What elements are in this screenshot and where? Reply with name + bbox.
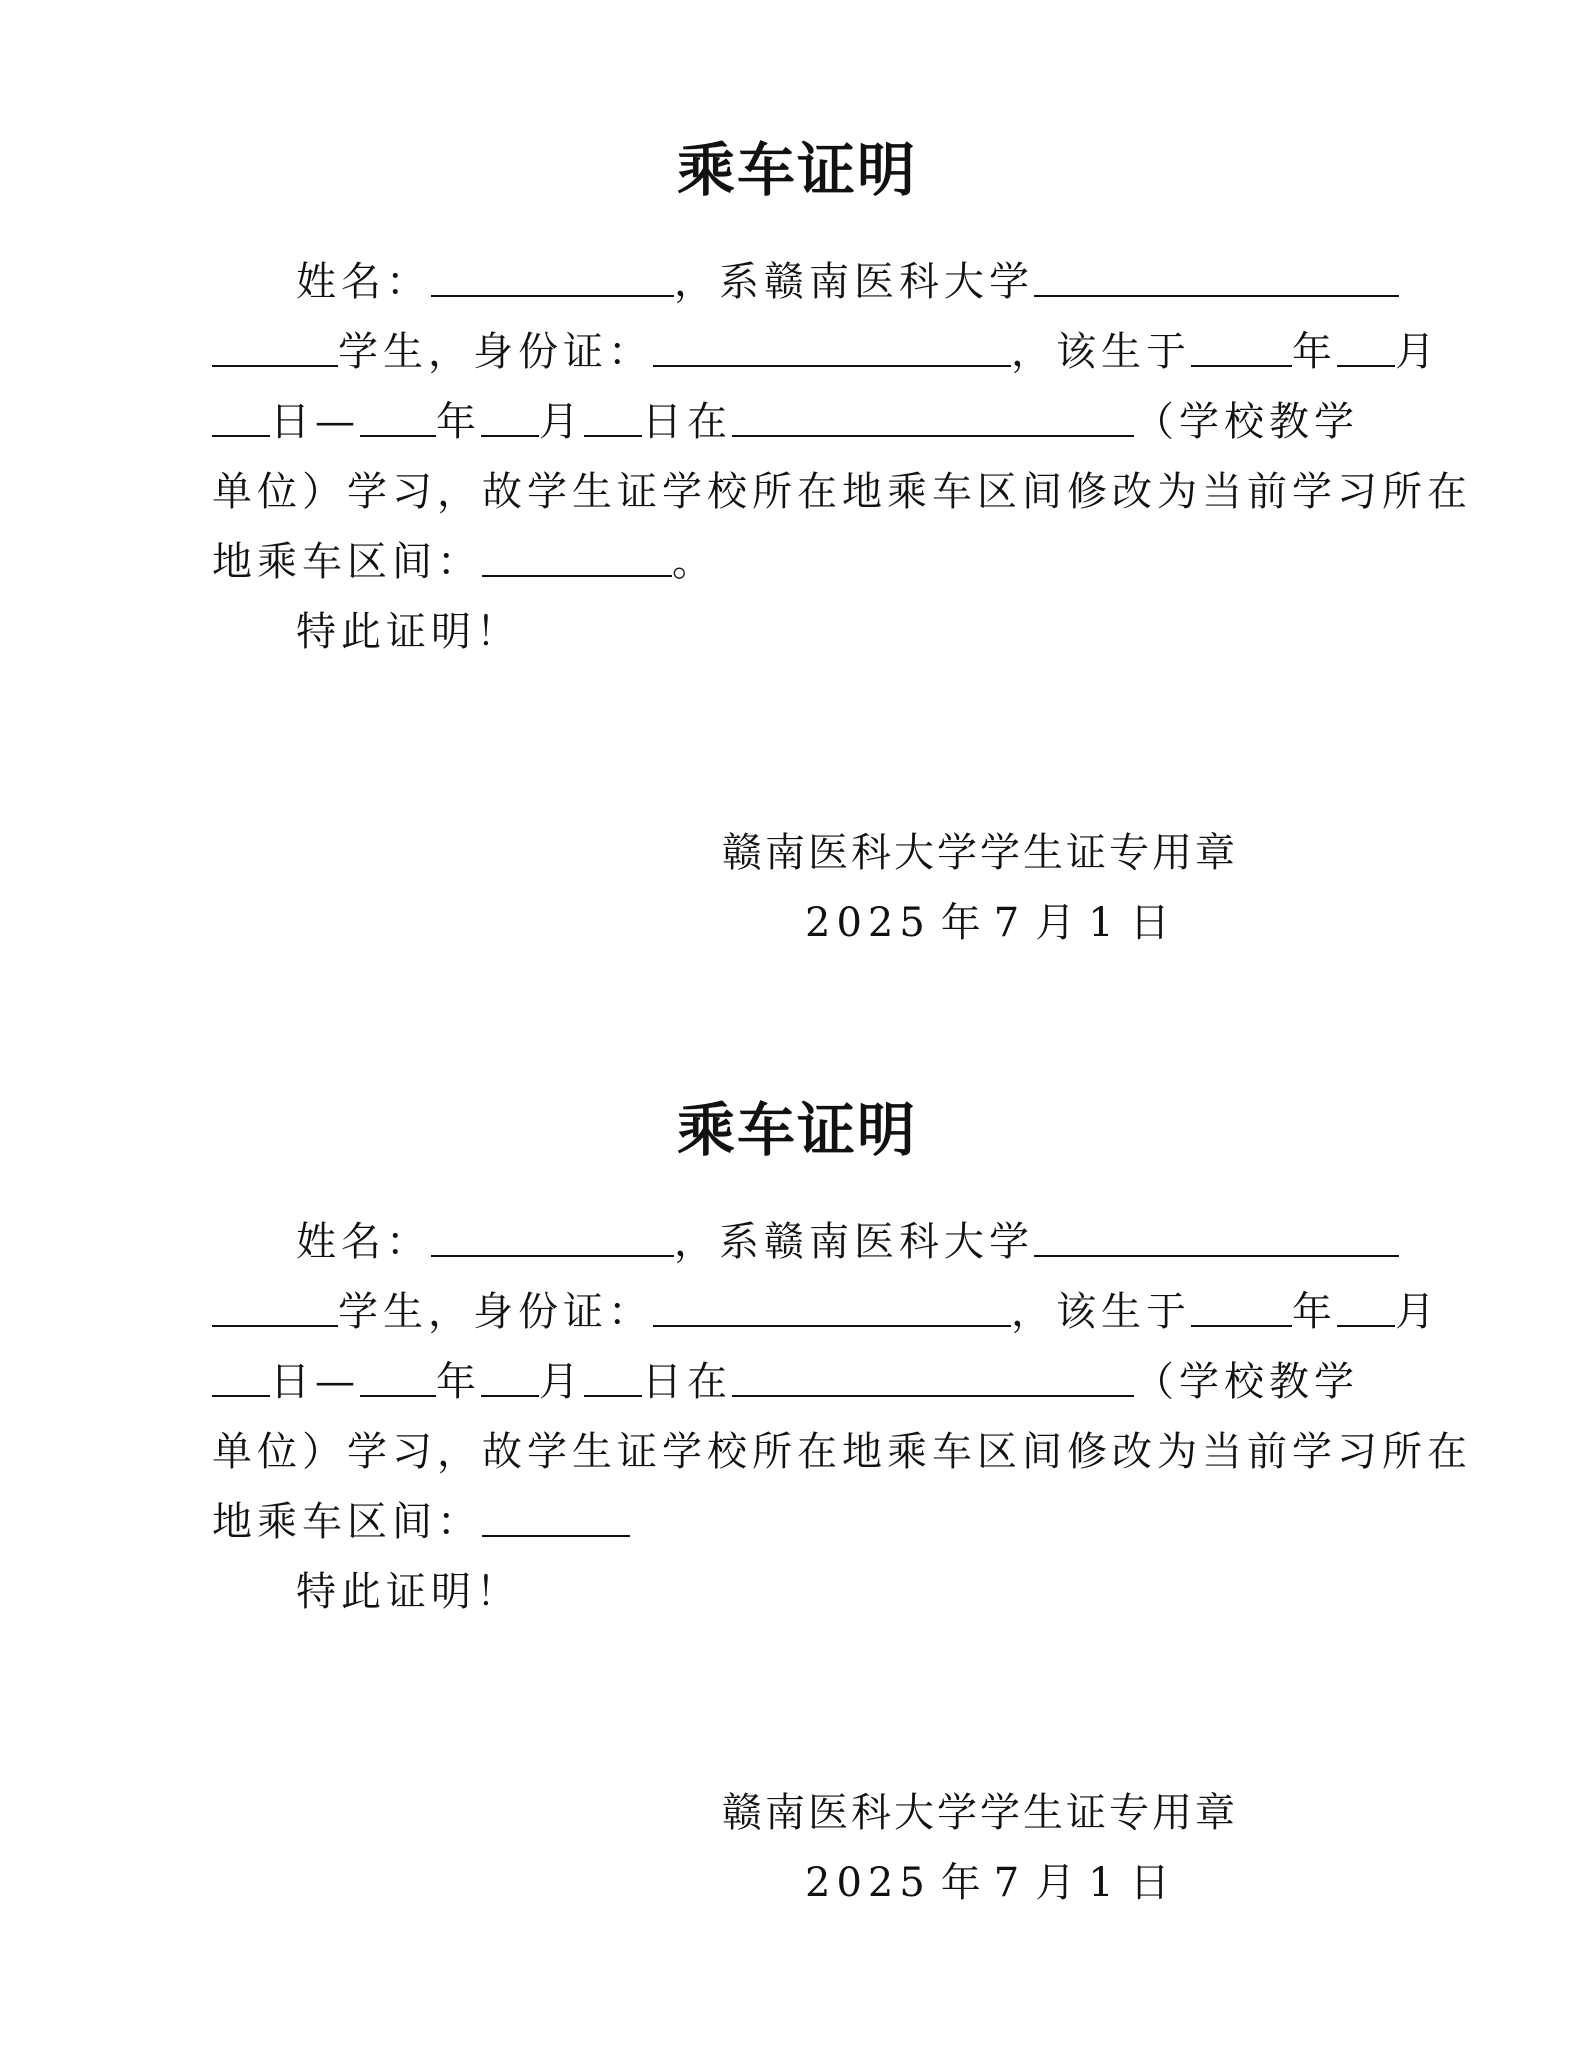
date-month: 7 [993,1860,1026,1906]
period-line [212,1351,1359,1411]
certificate-title: 乘车证明 [676,136,917,204]
end-year-blank[interactable] [360,1351,436,1397]
month-char: 月 [1395,1289,1440,1335]
college-blank[interactable] [1034,1211,1399,1257]
name-line [212,1211,1399,1271]
dash: — [315,1359,360,1405]
start-day-blank[interactable] [212,391,270,437]
travel-section-blank[interactable] [482,531,672,577]
end-day-blank[interactable] [584,391,642,437]
date-year-char: 年 [940,1860,984,1906]
id-line [212,321,1440,381]
id-label: 身份证： [473,329,653,375]
name-label: 姓名： [296,259,431,305]
date-day: 1 [1088,1860,1120,1906]
start-year-blank[interactable] [1191,1281,1292,1327]
date-year: 2025 [805,1860,931,1906]
born-prefix: ，该生于 [1011,1289,1191,1335]
reason-text: 单位）学习，故学生证学校所在地乘车区间修改为当前学习所在 [212,1429,1472,1475]
travel-section-blank[interactable] [482,1491,630,1537]
end-month-blank[interactable] [481,1351,539,1397]
section-line [212,1491,630,1551]
reason-line [212,462,1472,522]
univ-prefix: ，系赣南医科大学 [674,259,1034,305]
name-label: 姓名： [296,1219,431,1265]
section-label: 地乘车区间： [212,539,482,585]
certificate-title: 乘车证明 [676,1096,917,1164]
school-unit-blank[interactable] [732,391,1134,437]
id-line [212,1281,1440,1341]
major-blank[interactable] [212,321,338,367]
start-month-blank[interactable] [1337,321,1395,367]
date-year: 2025 [805,900,931,946]
born-prefix: ，该生于 [1011,329,1191,375]
end-month-blank[interactable] [481,391,539,437]
closing-text: 特此证明！ [296,1569,521,1615]
day-char: 日 [270,399,315,445]
date-day-char: 日 [1129,1860,1173,1906]
day-at: 日在 [642,1359,732,1405]
section-line [212,531,717,591]
id-number-blank[interactable] [653,1281,1011,1327]
year-char: 年 [1292,329,1337,375]
date-day: 1 [1088,900,1120,946]
date-month: 7 [993,900,1026,946]
unit-open: （学校教学 [1134,1359,1359,1405]
day-at: 日在 [642,399,732,445]
year-char: 年 [1292,1289,1337,1335]
date-month-char: 月 [1035,900,1079,946]
seal-text: 赣南医科大学学生证专用章 [722,1790,1238,1836]
end-day-blank[interactable] [584,1351,642,1397]
reason-text: 单位）学习，故学生证学校所在地乘车区间修改为当前学习所在 [212,469,1472,515]
issue-date [805,1853,1173,1913]
year-char: 年 [436,399,481,445]
month-char: 月 [1395,329,1440,375]
section-label: 地乘车区间： [212,1499,482,1545]
closing-text: 特此证明！ [296,609,521,655]
college-blank[interactable] [1034,251,1399,297]
student-suffix: 学生， [338,329,473,375]
name-blank[interactable] [431,1211,674,1257]
dash: — [315,399,360,445]
date-month-char: 月 [1035,1860,1079,1906]
end-year-blank[interactable] [360,391,436,437]
date-day-char: 日 [1129,900,1173,946]
univ-prefix: ，系赣南医科大学 [674,1219,1034,1265]
unit-open: （学校教学 [1134,399,1359,445]
section-end: 。 [672,539,717,585]
date-year-char: 年 [940,900,984,946]
seal-text: 赣南医科大学学生证专用章 [722,830,1238,876]
student-suffix: 学生， [338,1289,473,1335]
period-line [212,391,1359,451]
issue-date [805,893,1173,953]
closing-line [212,602,521,662]
start-month-blank[interactable] [1337,1281,1395,1327]
day-char: 日 [270,1359,315,1405]
name-line [212,251,1399,311]
start-day-blank[interactable] [212,1351,270,1397]
year-char: 年 [436,1359,481,1405]
month-char: 月 [539,399,584,445]
id-label: 身份证： [473,1289,653,1335]
month-char: 月 [539,1359,584,1405]
major-blank[interactable] [212,1281,338,1327]
school-unit-blank[interactable] [732,1351,1134,1397]
closing-line [212,1562,521,1622]
reason-line [212,1422,1472,1482]
name-blank[interactable] [431,251,674,297]
start-year-blank[interactable] [1191,321,1292,367]
id-number-blank[interactable] [653,321,1011,367]
